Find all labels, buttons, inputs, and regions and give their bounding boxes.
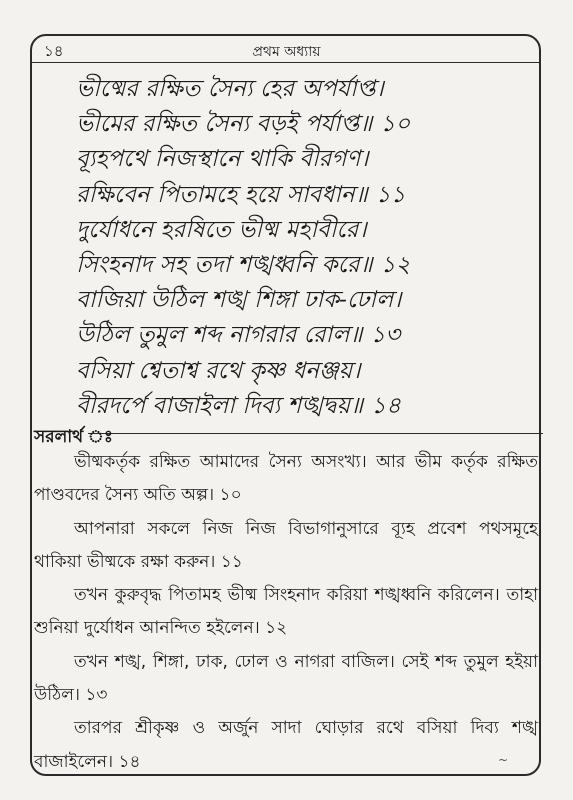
verse-number: ১৩ — [370, 322, 401, 349]
meaning-heading: সরলার্থ ঃ — [34, 427, 113, 447]
verse-block — [76, 72, 546, 424]
verse-line — [76, 72, 546, 107]
verse-text: ভীমের রক্ষিত সৈন্য বড়ই পর্যাপ্ত॥ — [76, 111, 373, 138]
meaning-paragraph: তখন শঙ্খ, শিঙ্গা, ঢাক, ঢোল ও নাগরা বাজিল। সেই শব্দ তুমুল হইয়া উঠিল। ১৩ — [34, 651, 538, 706]
verse-text: বাজিয়া উঠিল শঙ্খ শিঙ্গা ঢাক-ঢোল। — [76, 287, 402, 314]
meaning-paragraph: তারপর শ্রীকৃষ্ণ ও অর্জুন সাদা ঘোড়ার রথে বসিয়া দিব্য শঙ্খ বাজাইলেন। ১৪ — [34, 718, 538, 772]
verse-text: উঠিল তুমুল শব্দ নাগরার রোল॥ — [76, 322, 363, 349]
verse-line — [76, 389, 546, 424]
verse-line — [76, 248, 546, 283]
chapter-title: প্রথম অধ্যায় — [252, 44, 321, 60]
verse-text: ব্যূহপথে নিজস্থানে থাকি বীরগণ। — [76, 146, 369, 173]
verse-text: ভীষ্মের রক্ষিত সৈন্য হের অপর্যাপ্ত। — [76, 76, 384, 102]
verse-line — [76, 318, 546, 353]
verse-text: দুর্যোধনে হরষিতে ভীষ্ম মহাবীরে। — [76, 216, 367, 243]
verse-number: ১০ — [380, 111, 411, 138]
meaning-block — [34, 446, 538, 779]
verse-number: ১২ — [380, 252, 411, 279]
footer-mark: ~ — [498, 753, 509, 767]
verse-number: ১৪ — [371, 392, 401, 419]
page-number: ১৪ — [44, 42, 64, 60]
verse-line — [76, 107, 546, 142]
verse-line — [76, 354, 546, 389]
section-divider — [88, 433, 543, 434]
verse-number: ১১ — [375, 181, 406, 208]
verse-line — [76, 283, 546, 318]
meaning-paragraph: ভীষ্মকর্তৃক রক্ষিত আমাদের সৈন্য অসংখ্য। আর ভীম কর্তৃক রক্ষিত পাণ্ডবদের সৈন্য অতি অল্প। ১০ — [34, 452, 538, 506]
meaning-paragraph: আপনারা সকলে নিজ নিজ বিভাগানুসারে ব্যূহ প্রবেশ পথসমূহে থাকিয়া ভীষ্মকে রক্ষা করুন। ১১ — [34, 518, 538, 572]
verse-line — [76, 178, 546, 213]
verse-line — [76, 213, 546, 248]
verse-text: বীরদর্পে বাজাইলা দিব্য শঙ্খদ্বয়॥ — [76, 392, 364, 419]
verse-text: বসিয়া শ্বেতাশ্ব রথে কৃষ্ণ ধনঞ্জয়। — [76, 357, 361, 384]
meaning-paragraph: তখন কুরুবৃদ্ধ পিতামহ ভীষ্ম সিংহনাদ করিয়া শঙ্খধ্বনি করিলেন। তাহা শুনিয়া দুর্যোধন আনন্দিত হইলেন। ১২ — [34, 585, 538, 639]
verse-line — [76, 142, 546, 177]
verse-text: সিংহনাদ সহ তদা শঙ্খধ্বনি করে॥ — [76, 252, 373, 279]
verse-text: রক্ষিবেন পিতামহে হয়ে সাবধান॥ — [76, 181, 368, 208]
